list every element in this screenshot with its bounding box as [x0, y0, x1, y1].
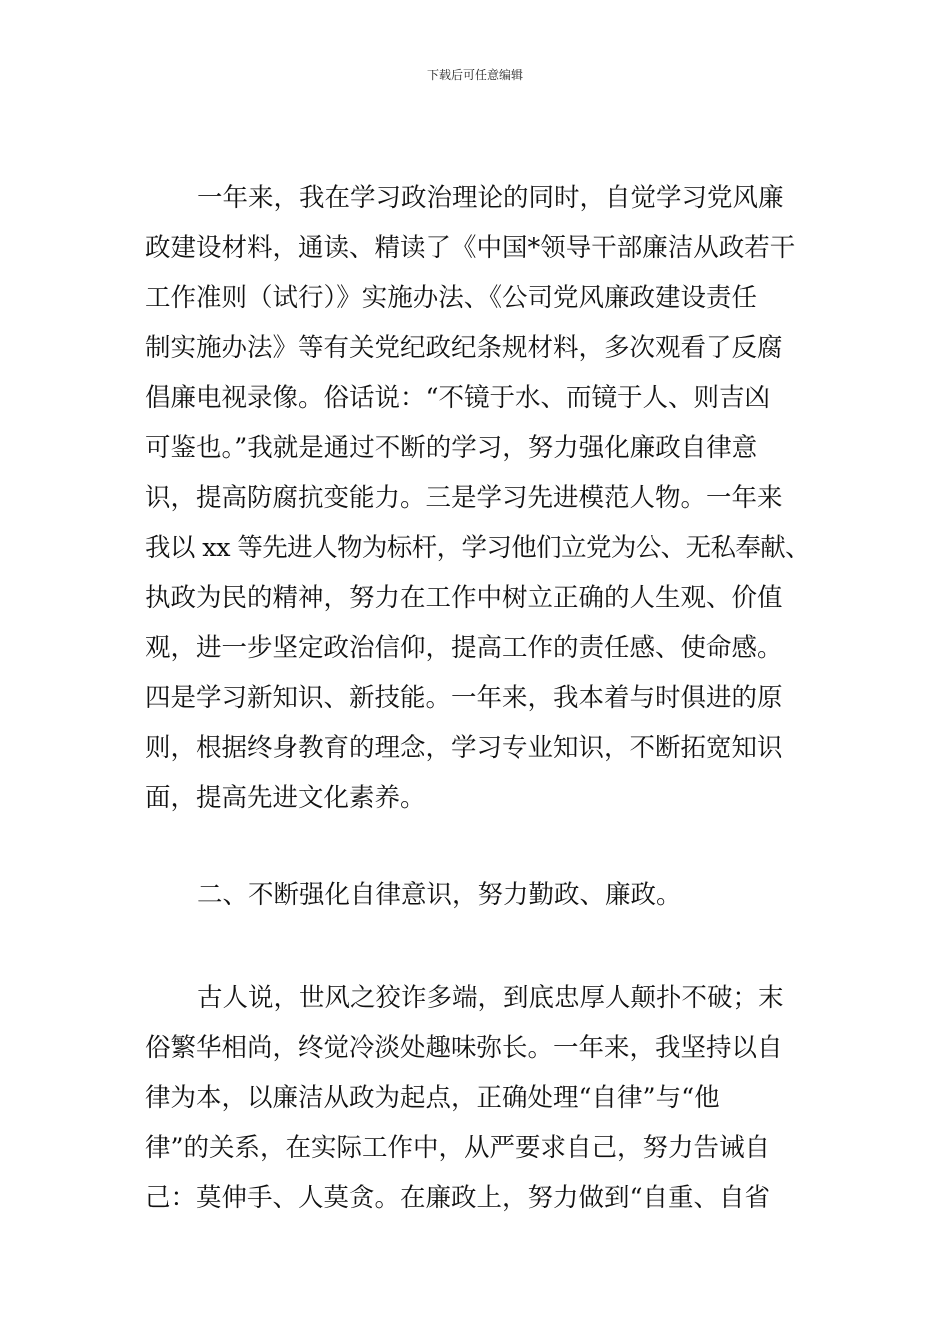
text-line: 四是学习新知识、新技能。一年来，我本着与时俱进的原	[145, 683, 783, 713]
text-line: 面，提高先进文化素养。	[145, 783, 426, 813]
text-line: 执政为民的精神，努力在工作中树立正确的人生观、价值	[145, 583, 783, 613]
text-line: 政建设材料，通读、精读了《中国*领导干部廉洁从政若干	[145, 233, 796, 263]
text-line: 可鉴也。”我就是通过不断的学习，努力强化廉政自律意	[145, 433, 758, 463]
page-header: 下载后可任意编辑	[426, 68, 523, 82]
text-line: 古人说，世风之狡诈多端，到底忠厚人颠扑不破；末	[197, 983, 784, 1013]
text-line: 我以 xx 等先进人物为标杆，学习他们立党为公、无私奉献、	[145, 533, 811, 563]
section-heading: 二、不断强化自律意识，努力勤政、廉政。	[197, 880, 682, 910]
text-line: 律为本，以廉洁从政为起点，正确处理“自律”与“他	[145, 1083, 720, 1113]
text-line: 俗繁华相尚，终觉冷淡处趣味弥长。一年来，我坚持以自	[145, 1033, 783, 1063]
text-line: 己：莫伸手、人莫贪。在廉政上，努力做到“自重、自省	[145, 1183, 771, 1213]
text-line: 识，提高防腐抗变能力。三是学习先进模范人物。一年来	[145, 483, 783, 513]
text-line: 工作准则（试行）》实施办法、《公司党风廉政建设责任	[145, 283, 758, 313]
text-line: 倡廉电视录像。俗话说：“不镜于水、而镜于人、则吉凶	[145, 383, 771, 413]
text-line: 制实施办法》等有关党纪政纪条规材料，多次观看了反腐	[145, 333, 783, 363]
text-line: 律”的关系，在实际工作中，从严要求自己，努力告诫自	[145, 1133, 771, 1163]
text-line: 一年来，我在学习政治理论的同时，自觉学习党风廉	[197, 183, 784, 213]
text-line: 观，进一步坚定政治信仰，提高工作的责任感、使命感。	[145, 633, 783, 663]
text-line: 则，根据终身教育的理念，学习专业知识，不断拓宽知识	[145, 733, 783, 763]
